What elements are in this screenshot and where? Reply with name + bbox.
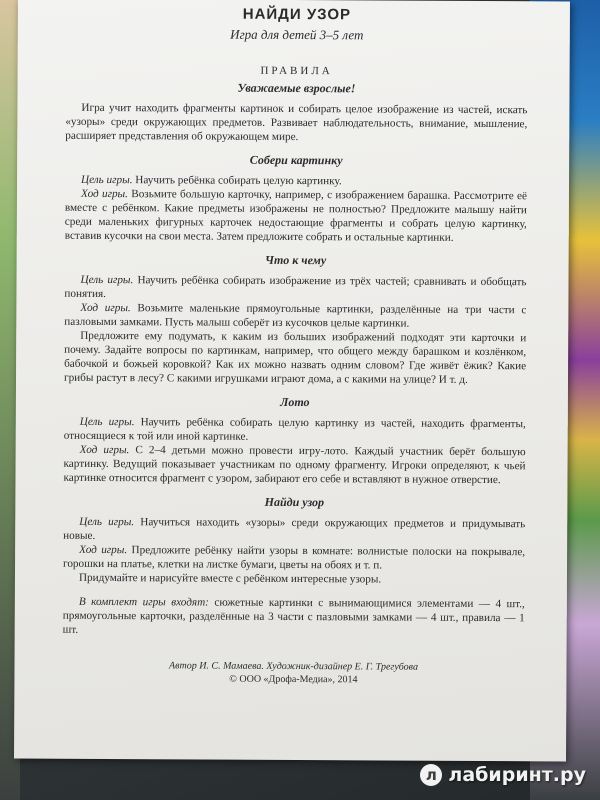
move-text: Возьмите большую карточку, например, с изображением барашка. Рассмотрите её вместе с ребёнком. Какие предметы изображены не полностью? Предложите малышу найти среди маленьких фигурных карточек недостающие фрагменты и собрать целую картинку, вставив кусочки на свои места. Затем предложите собрать и остальные картинки. xyxy=(64,188,527,244)
page-subtitle: Игра для детей 3–5 лет xyxy=(230,26,364,43)
section-move xyxy=(63,543,525,573)
goal-text: Научиться находить «узоры» среди окружающих предметов и придумывать новые. xyxy=(63,516,526,542)
goal-label: Цель игры. xyxy=(79,515,135,529)
section-title: Что к чему xyxy=(265,252,327,268)
section-move xyxy=(64,301,526,331)
goal-text: Научить ребёнка собирать изображение из трёх частей; сравнивать и обобщать понятия. xyxy=(64,274,527,301)
labirint-logo-icon: л xyxy=(420,764,442,786)
page-title: НАЙДИ УЗОР xyxy=(242,5,352,24)
goal-label: Цель игры. xyxy=(79,415,135,429)
kit-text: сюжетные картинки с вынимающимися элементами — 4 шт., прямоугольные карточки, разделённые на 3 части с пазловыми замками — 4 шт., правила — 1 шт. xyxy=(62,596,525,636)
section-title: Лото xyxy=(280,394,310,410)
kit-label: В комплект игры входят: xyxy=(78,595,209,609)
credits xyxy=(62,659,524,687)
rules-sheet xyxy=(14,0,570,761)
section-goal xyxy=(63,515,525,545)
goal-label: Цель игры. xyxy=(81,173,133,187)
greeting-heading: Уважаемые взрослые! xyxy=(237,80,356,96)
move-label: Ход игры. xyxy=(80,301,131,315)
section-title: Найди узор xyxy=(264,494,325,510)
move-text: Возьмите маленькие прямоугольные картинки, разделённые на три части с пазловыми замками. Пусть малыш соберёт из кусочков целые картинки. xyxy=(64,302,527,330)
move-label: Ход игры. xyxy=(79,543,128,557)
section-title: Собери картинку xyxy=(249,152,343,168)
labirint-watermark xyxy=(420,764,586,786)
intro-paragraph: Игра учит находить фрагменты картинок и собирать целое изображение из частей, искать «узоры» среди окружающих предметов. Развивает наблюдательность, внимание, мышление, расширяет представления об окружающем мире. xyxy=(65,101,528,144)
move-text: Предложите ребёнку найти узоры в комнате: волнистые полоски на покрывале, горошки на платье, клетки на листке бумаги, цветы на обоях и т. п. xyxy=(63,544,526,572)
section-move xyxy=(63,443,525,487)
section-extra: Придумайте и нарисуйте вместе с ребёнком интересные узоры. xyxy=(78,571,382,586)
rules-heading: ПРАВИЛА xyxy=(260,64,333,78)
move-label: Ход игры. xyxy=(80,187,128,201)
goal-text: Научить ребёнка собирать целую картинку из частей, находить фрагменты, относящиеся к той или иной картинке. xyxy=(63,416,526,443)
section-move xyxy=(65,187,527,245)
move-label: Ход игры. xyxy=(79,443,130,457)
goal-label: Цель игры. xyxy=(80,273,134,287)
section-goal xyxy=(64,273,526,303)
watermark-text: лабиринт.ру xyxy=(448,764,586,786)
credits-copyright: © ООО «Дрофа-Медиа», 2014 xyxy=(229,673,358,686)
section-goal xyxy=(64,415,526,445)
move-text: С 2–4 детьми можно провести игру-лото. Каждый участник берёт большую картинку. Ведущий показывает участникам по одному фрагменту. Игроки определяют, к чьей картинке относится фрагмент с узором, забирают его себе и вставляют в нужное отверстие. xyxy=(63,444,526,487)
kit-paragraph xyxy=(63,595,525,639)
credits-authors: Автор И. С. Мамаева. Художник-дизайнер Е. Г. Трегубова xyxy=(169,660,418,673)
section-extra: Предложите ему подумать, к каким из больших изображений подходят эти карточки и почему. Задайте вопросы по картинкам, например, что общего между барашком и козлёнком, бабочкой и божьей коровкой? Как их можно назвать одним словом? Где живёт ёжик? Какие грибы растут в лесу? С какими игрушками играют дома, а с какими на улице? И т. д. xyxy=(63,329,527,386)
goal-text: Научить ребёнка собирать целую картинку. xyxy=(135,174,342,188)
